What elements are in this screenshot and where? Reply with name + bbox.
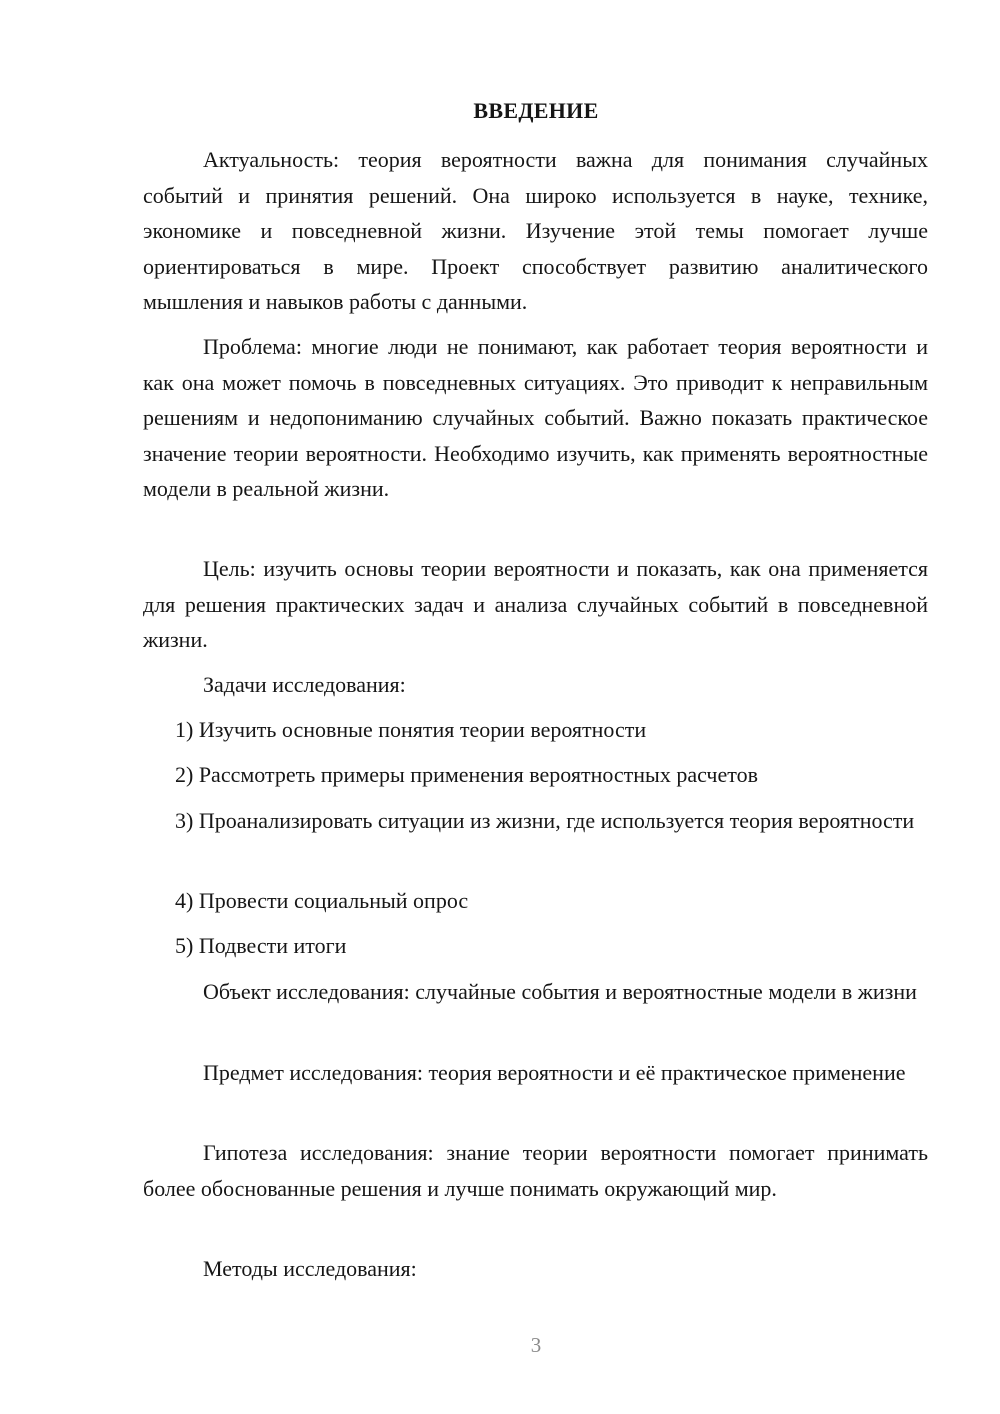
paragraph-object: Объект исследования: случайные события и вероятностные модели в жизни — [203, 979, 917, 1004]
section-heading: ВВЕДЕНИЕ — [473, 98, 599, 123]
methods-heading: Методы исследования: — [203, 1256, 417, 1281]
tasks-heading: Задачи исследования: — [203, 672, 406, 697]
paragraph-subject: Предмет исследования: теория вероятности и её практическое применение — [203, 1060, 906, 1085]
paragraph-relevance: Актуальность: теория вероятности важна для понимания случайных событий и принятия решений. Она широко используется в науке, технике, экономике и повседневной жизни. Изучение этой темы помогает лучше ориентироваться в мире. Проект способствует развитию аналитического мышления и навыков работы с данными. — [143, 147, 928, 314]
page-number: 3 — [530, 1333, 542, 1357]
list-item-task-3: 3) Проанализировать ситуации из жизни, где используется теория вероятности — [175, 808, 915, 833]
list-item-task-4: 4) Провести социальный опрос — [175, 888, 469, 913]
paragraph-goal: Цель: изучить основы теории вероятности и показать, как она применяется для решения практических задач и анализа случайных событий в повседневной жизни. — [143, 556, 928, 652]
list-item-task-1: 1) Изучить основные понятия теории вероятности — [175, 717, 647, 742]
list-item-task-2: 2) Рассмотреть примеры применения вероятностных расчетов — [175, 762, 758, 787]
list-item-task-5: 5) Подвести итоги — [175, 933, 347, 958]
paragraph-hypothesis: Гипотеза исследования: знание теории вероятности помогает принимать более обоснованные решения и лучше понимать окружающий мир. — [143, 1140, 928, 1201]
paragraph-problem: Проблема: многие люди не понимают, как работает теория вероятности и как она может помочь в повседневных ситуациях. Это приводит к неправильным решениям и недопониманию случайных событий. Важно показать практическое значение теории вероятности. Необходимо изучить, как применять вероятностные модели в реальной жизни. — [143, 334, 928, 501]
